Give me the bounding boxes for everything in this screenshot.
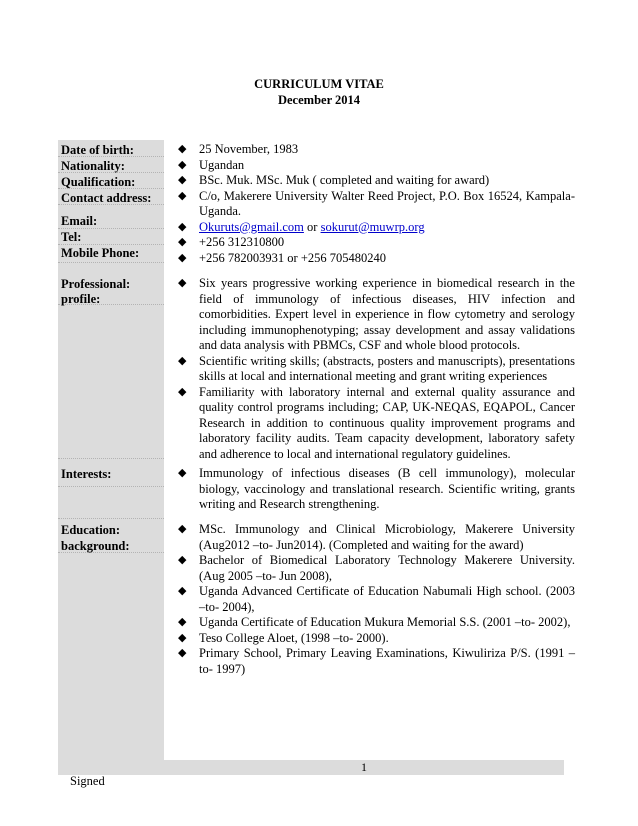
list-item xyxy=(170,142,575,158)
label-tel: Tel: xyxy=(61,230,82,244)
professional-profile-list xyxy=(170,276,575,462)
email-link-secondary[interactable]: sokurut@muwrp.org xyxy=(320,219,425,234)
label-email: Email: xyxy=(61,214,98,228)
address-value: C/o, Makerere University Walter Reed Project, P.O. Box 16524, Kampala-Uganda. xyxy=(199,188,575,218)
diamond-bullet-icon: ◆ xyxy=(178,385,187,398)
label-date-of-birth: Date of birth: xyxy=(61,143,134,157)
education-item: MSc. Immunology and Clinical Microbiology, Makerere University (Aug2012 –to- Jun2014). (Completed and waiting for the award) xyxy=(199,522,575,552)
diamond-bullet-icon: ◆ xyxy=(178,647,187,659)
page-number: 1 xyxy=(361,760,367,774)
interests-list xyxy=(170,466,575,513)
label-separator xyxy=(58,486,164,487)
signed-label: Signed xyxy=(70,774,105,788)
label-separator xyxy=(58,518,164,519)
list-item xyxy=(170,584,575,615)
list-item xyxy=(170,553,575,584)
label-qualification: Qualification: xyxy=(61,175,136,189)
profile-item: Familiarity with laboratory internal and external quality assurance and quality control programs including; CAP, UK-NEQAS, EQAPOL, Cancer Research in addition to continuous quality improvement programs and laboratory facility audits. Team capacity development, laboratory safety and adherence to local and international regulatory guidelines. xyxy=(199,384,575,461)
education-item: Primary School, Primary Leaving Examinations, Kiwuliriza P/S. (1991 – to- 1997) xyxy=(199,646,575,676)
list-item xyxy=(170,189,575,220)
dob-value: 25 November, 1983 xyxy=(199,142,299,156)
list-item xyxy=(170,522,575,553)
education-item: Teso College Aloet, (1998 –to- 2000). xyxy=(199,630,389,645)
list-item xyxy=(170,385,575,463)
diamond-bullet-icon: ◆ xyxy=(178,631,187,644)
diamond-bullet-icon: ◆ xyxy=(178,585,187,597)
list-item xyxy=(170,615,575,631)
document-title: CURRICULUM VITAE xyxy=(254,77,384,91)
education-item: Uganda Certificate of Education Mukura Memorial S.S. (2001 –to- 2002), xyxy=(199,615,571,629)
diamond-bullet-icon: ◆ xyxy=(178,220,187,233)
diamond-bullet-icon: ◆ xyxy=(178,467,187,479)
document-date: December 2014 xyxy=(277,93,361,107)
diamond-bullet-icon: ◆ xyxy=(178,158,187,171)
profile-item: Scientific writing skills; (abstracts, posters and manuscripts), presentations skills at local and international meeting and grant writing experiences xyxy=(199,353,575,383)
nationality-value: Ugandan xyxy=(199,157,245,172)
diamond-bullet-icon: ◆ xyxy=(178,174,187,186)
diamond-bullet-icon: ◆ xyxy=(178,277,187,289)
education-item: Uganda Advanced Certificate of Education Nabumali High school. (2003 –to- 2004), xyxy=(199,584,575,614)
list-item xyxy=(170,235,575,251)
diamond-bullet-icon: ◆ xyxy=(178,616,187,628)
interests-item: Immunology of infectious diseases (B cell immunology), molecular biology, vaccinology and translational research. Scientific writing, grants writing and Research strengthening. xyxy=(199,466,575,511)
profile-item: Six years progressive working experience in biomedical research in the field of immunology of infectious diseases, HIV infection and comorbidities. Expert level in experience in flow cytometry and serology including immunophenotyping; assay development and assay validations and data analysis with PBMCs, CSF and whole blood protocols. xyxy=(199,276,575,352)
diamond-bullet-icon: ◆ xyxy=(178,251,187,264)
diamond-bullet-icon: ◆ xyxy=(178,143,187,155)
personal-details-list xyxy=(170,142,575,266)
email-link-primary[interactable]: Okuruts@gmail.com xyxy=(199,219,304,234)
tel-value: +256 312310800 xyxy=(199,235,285,249)
diamond-bullet-icon: ◆ xyxy=(178,354,187,367)
label-background: background: xyxy=(61,539,130,553)
diamond-bullet-icon: ◆ xyxy=(178,189,187,202)
diamond-bullet-icon: ◆ xyxy=(178,554,187,566)
label-separator xyxy=(58,262,164,263)
label-interests: Interests: xyxy=(61,467,112,481)
list-item xyxy=(170,220,575,236)
email-separator: or xyxy=(303,219,321,234)
list-item xyxy=(170,354,575,385)
list-item xyxy=(170,466,575,513)
label-mobile-phone: Mobile Phone: xyxy=(61,246,140,260)
label-separator xyxy=(58,458,164,459)
qualification-value: BSc. Muk. MSc. Muk ( completed and waiting for award) xyxy=(199,173,490,187)
list-item xyxy=(170,173,575,189)
list-item xyxy=(170,251,575,267)
list-item xyxy=(170,158,575,174)
diamond-bullet-icon: ◆ xyxy=(178,236,187,248)
diamond-bullet-icon: ◆ xyxy=(178,523,187,535)
education-list xyxy=(170,522,575,677)
label-contact-address: Contact address: xyxy=(61,191,152,205)
label-education: Education: xyxy=(61,523,121,537)
mobile-value: +256 782003931 or +256 705480240 xyxy=(199,250,387,265)
list-item xyxy=(170,646,575,677)
label-professional: Professional: xyxy=(61,277,131,291)
list-item xyxy=(170,631,575,647)
label-profile: profile: xyxy=(61,292,101,306)
label-nationality: Nationality: xyxy=(61,159,125,173)
education-item: Bachelor of Biomedical Laboratory Technology Makerere University. (Aug 2005 –to- Jun 2008), xyxy=(199,553,575,583)
list-item xyxy=(170,276,575,354)
